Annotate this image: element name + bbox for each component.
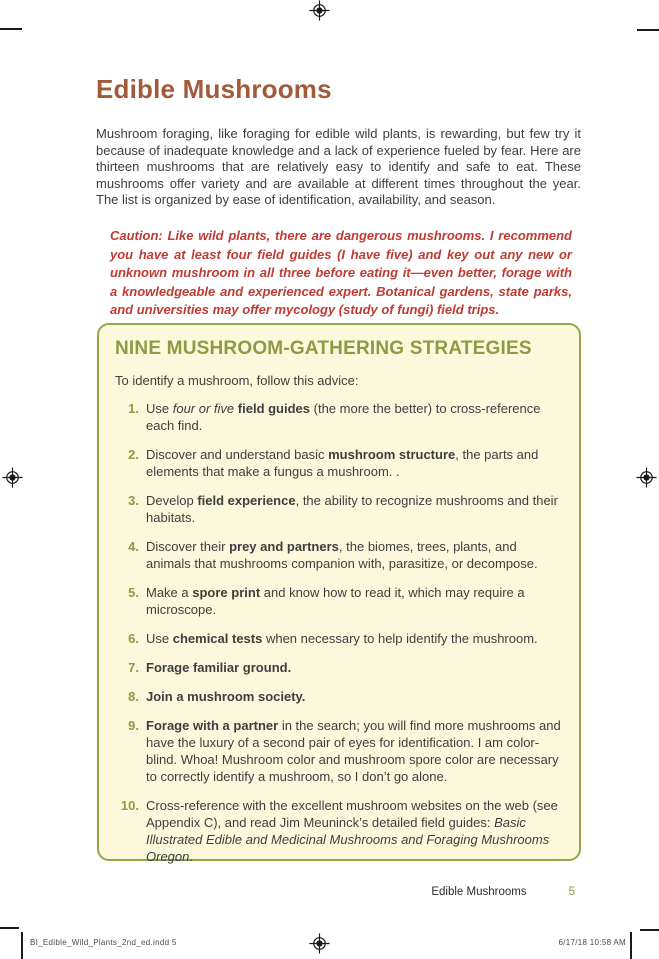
strategies-box-title: NINE MUSHROOM-GATHERING STRATEGIES [115,338,532,359]
list-item-text: Cross-reference with the excellent mushroom websites on the web (see Appendix C), and read Jim Meuninck’s detailed field guides: Basic Illustrated Edible and Medicinal Mushrooms and Foraging Mushrooms Oregon. [146,798,558,864]
crop-mark [630,932,632,959]
registration-mark-icon [309,933,330,954]
intro-paragraph: Mushroom foraging, like foraging for edible wild plants, is rewarding, but few try it because of inadequate knowledge and a lack of experience fueled by fear. Here are thirteen mushrooms that are relatively easy to identify and safe to eat. These mushrooms offer variety and are available at different times throughout the year. The list is organized by ease of identification, availability, and season. [96,126,581,207]
list-item-text: Discover their prey and partners, the biomes, trees, plants, and animals that mushrooms companion with, parasitize, or decompose. [146,539,538,571]
list-item-text: Forage familiar ground. [146,660,292,675]
page-footer [97,886,575,898]
list-item-text: Develop field experience, the ability to recognize mushrooms and their habitats. [146,493,558,525]
print-timestamp: 6/17/18 10:58 AM [558,938,626,947]
list-item-text: Make a spore print and know how to read it, which may require a microscope. [146,585,525,617]
list-item-number: 10. [120,798,139,813]
list-item-number: 9. [128,718,139,733]
list-item-text: Use four or five field guides (the more the better) to cross-reference each find. [146,401,541,433]
registration-mark-icon [636,467,657,488]
strategies-box [97,323,581,864]
list-item-number: 5. [128,585,139,600]
crop-mark [21,932,23,959]
list-item [115,630,563,647]
list-item-number: 7. [128,660,139,675]
print-filename: BI_Edible_Wild_Plants_2nd_ed.indd 5 [30,938,177,947]
list-item-text: Forage with a partner in the search; you will find more mushrooms and have the luxury of a second pair of eyes for identification. I am color-blind. Whoa! Mushroom color and mushroom spore color are necessary to correctly identify a mushroom, so I don’t go alone. [146,718,561,784]
strategies-list [115,400,563,865]
footer-section-label: Edible Mushrooms [431,886,527,898]
list-item-number: 4. [128,539,139,554]
list-item-text: Join a mushroom society. [146,689,306,704]
list-item-text: Use chemical tests when necessary to help identify the mushroom. [146,631,538,646]
list-item [115,538,563,572]
list-item [115,400,563,434]
footer-page-number: 5 [568,886,575,898]
list-item [115,584,563,618]
list-item [115,492,563,526]
list-item-number: 6. [128,631,139,646]
list-item [115,797,563,865]
list-item-number: 1. [128,401,139,416]
crop-mark [637,29,659,31]
caution-paragraph: Caution: Like wild plants, there are dangerous mushrooms. I recommend you have at least four field guides (I have five) and key out any new or unknown mushroom in all three before eating it—even better, forage with a knowledgeable and experienced expert. Botanical gardens, state parks, and universities may offer mycology (study of fungi) field trips. [110,228,572,318]
crop-mark [0,927,19,929]
list-item [115,446,563,480]
list-item-number: 8. [128,689,139,704]
strategies-box-intro: To identify a mushroom, follow this advice: [115,373,359,388]
crop-mark [0,28,22,30]
list-item [115,659,563,676]
crop-mark [640,929,659,931]
list-item [115,717,563,785]
list-item-number: 2. [128,447,139,462]
registration-mark-icon [309,0,330,21]
list-item-number: 3. [128,493,139,508]
page-title: Edible Mushrooms [96,74,332,104]
list-item-text: Discover and understand basic mushroom structure, the parts and elements that make a fungus a mushroom. . [146,447,539,479]
registration-mark-icon [2,467,23,488]
list-item [115,688,563,705]
